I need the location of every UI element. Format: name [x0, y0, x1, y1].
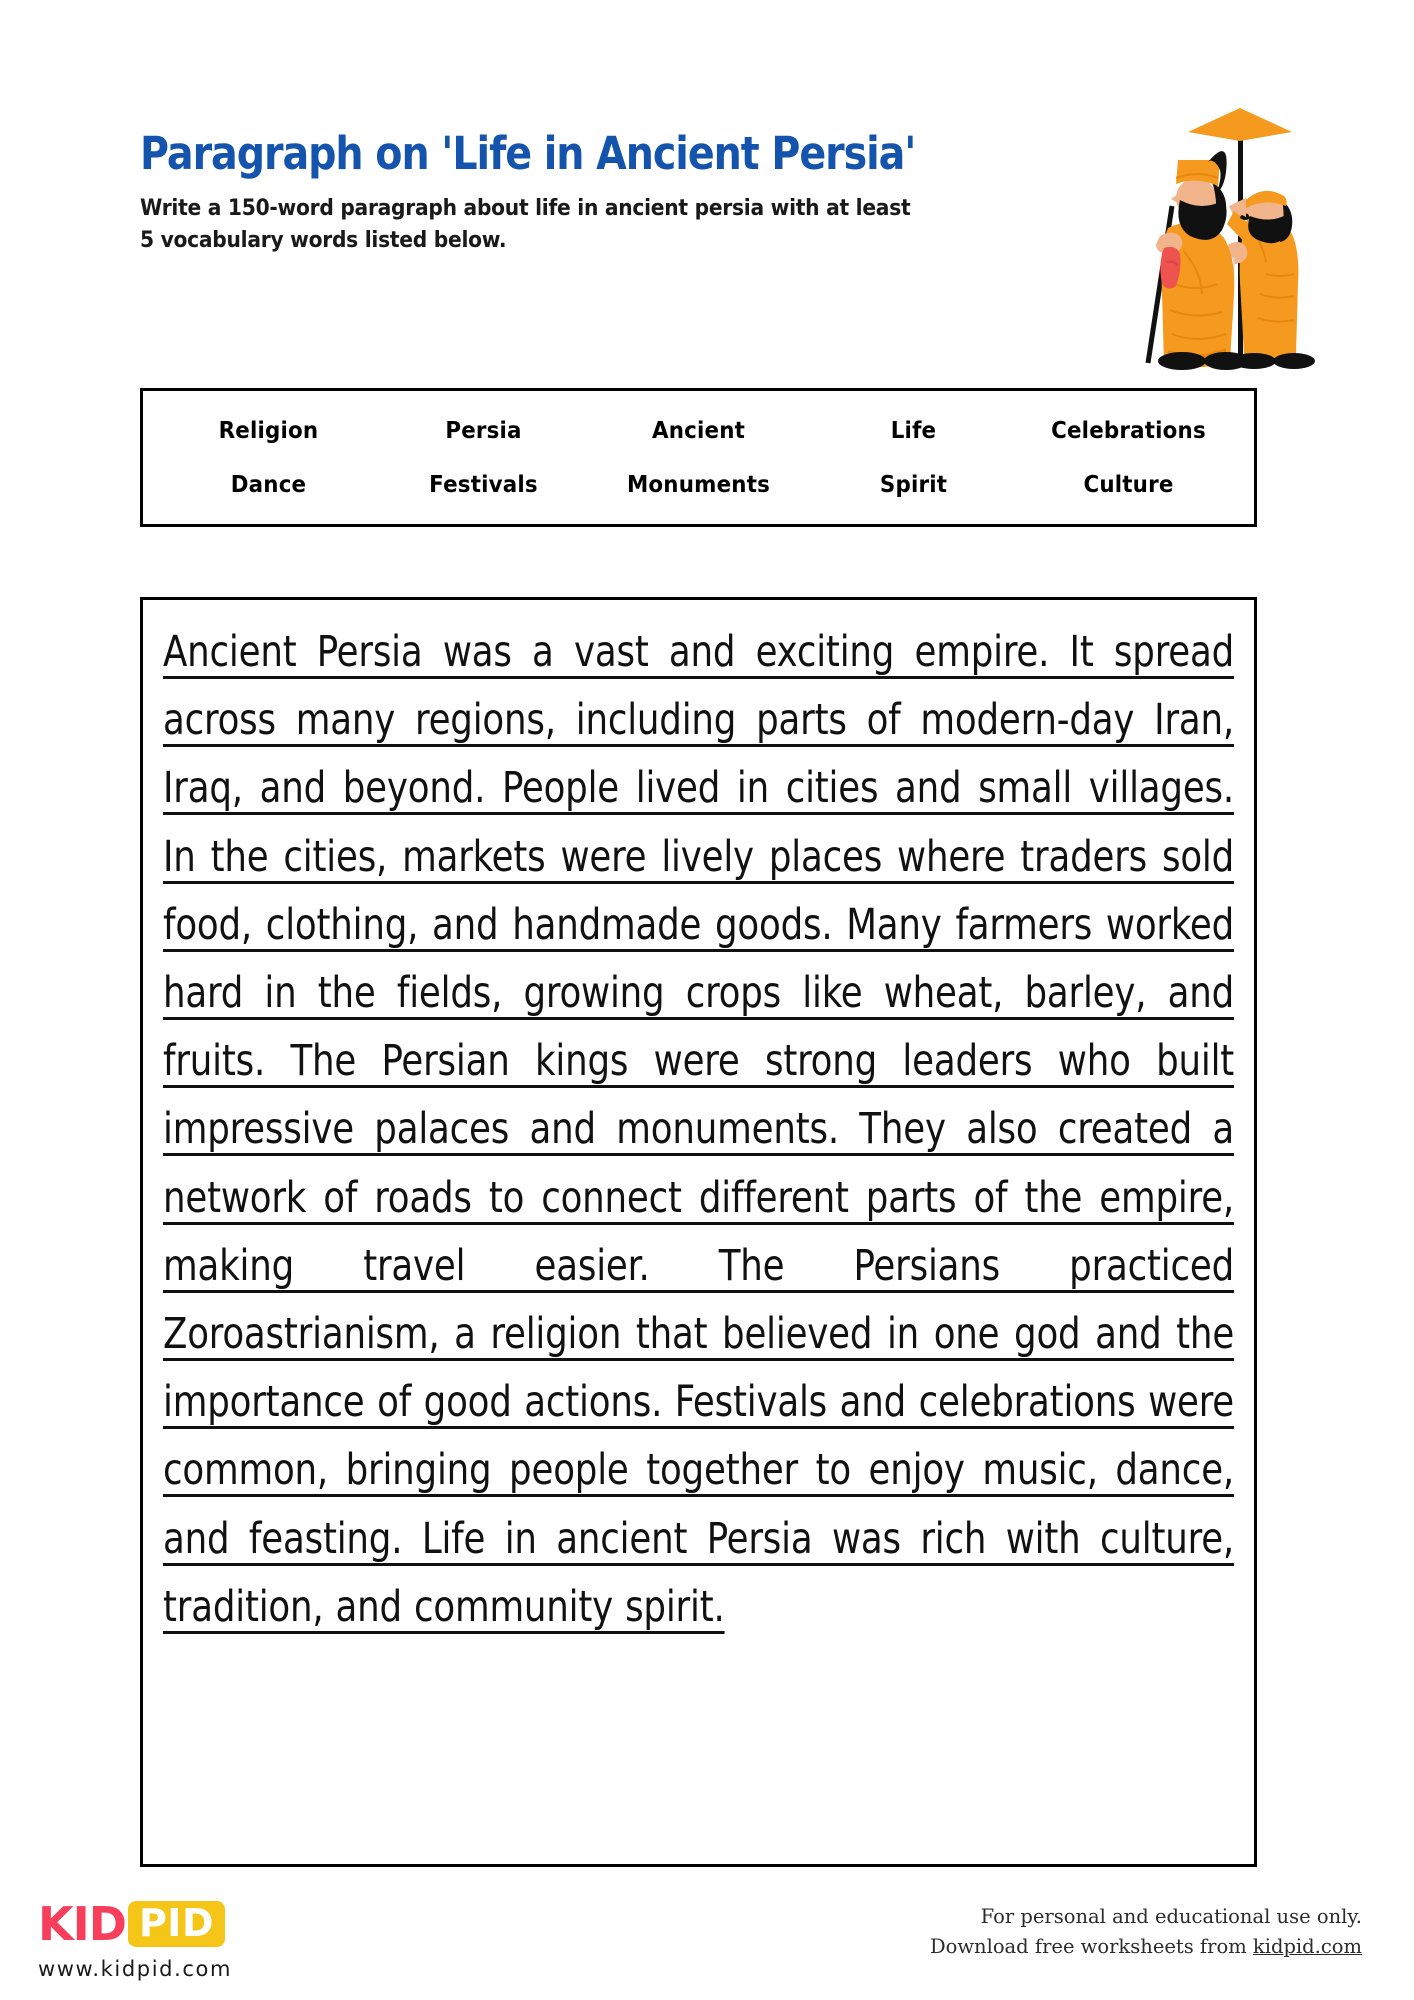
instructions	[140, 193, 1148, 257]
worksheet-header	[140, 127, 1140, 257]
logo-mark	[38, 1898, 232, 1950]
footer-credit	[930, 1902, 1362, 1961]
vocabulary-row-2	[143, 472, 1254, 498]
instructions-line-1: Write a 150-word paragraph about life in ancient persia with at least	[140, 195, 911, 222]
vocabulary-word: Ancient	[651, 417, 746, 444]
kidpid-link[interactable]: kidpid.com	[1252, 1934, 1362, 1958]
vocabulary-word: Celebrations	[1051, 417, 1206, 444]
instructions-line-2: 5 vocabulary words listed below.	[140, 227, 507, 254]
logo-website-url: www.kidpid.com	[38, 1957, 233, 1981]
vocabulary-word: Persia	[445, 417, 522, 444]
logo-text-kid: KID	[38, 1897, 126, 1951]
vocabulary-word: Festivals	[429, 471, 538, 498]
vocabulary-row-1	[143, 418, 1254, 444]
footer-credit-prefix: Download free worksheets from	[929, 1934, 1253, 1958]
answer-area[interactable]	[140, 597, 1257, 1867]
footer-credit-line-2	[930, 1932, 1362, 1962]
vocabulary-word: Spirit	[879, 471, 948, 498]
kidpid-logo[interactable]	[38, 1898, 232, 1981]
vocabulary-word: Religion	[218, 417, 319, 444]
vocabulary-word: Culture	[1083, 471, 1174, 498]
vocabulary-word: Life	[890, 417, 937, 444]
page-footer	[0, 1890, 1414, 2000]
logo-text-pid: PID	[128, 1901, 225, 1947]
vocabulary-word: Monuments	[626, 471, 771, 498]
vocabulary-word: Dance	[230, 471, 307, 498]
footer-credit-line-1: For personal and educational use only.	[980, 1905, 1362, 1928]
answer-paragraph[interactable]: Ancient Persia was a vast and exciting empire. It spread across many regions, including parts of modern-day Iran, Iraq, and beyond. People lived in cities and small villages. In the cities, markets were lively places where traders sold food, clothing, and handmade goods. Many farmers worked hard in the fields, growing crops like wheat, barley, and fruits. The Persian kings were strong leaders who built impressive palaces and monuments. They also created a network of roads to connect different parts of the empire, making travel easier. The Persians practiced Zoroastrianism, a religion that believed in one god and the importance of good actions. Festivals and celebrations were common, bringing people together to enjoy music, dance, and feasting. Life in ancient Persia was rich with culture, tradition, and community spirit.	[163, 627, 1235, 1632]
vocabulary-word-bank	[140, 388, 1257, 527]
persian-figures-illustration	[1096, 78, 1396, 378]
page-title: Paragraph on 'Life in Ancient Persia'	[140, 127, 916, 180]
